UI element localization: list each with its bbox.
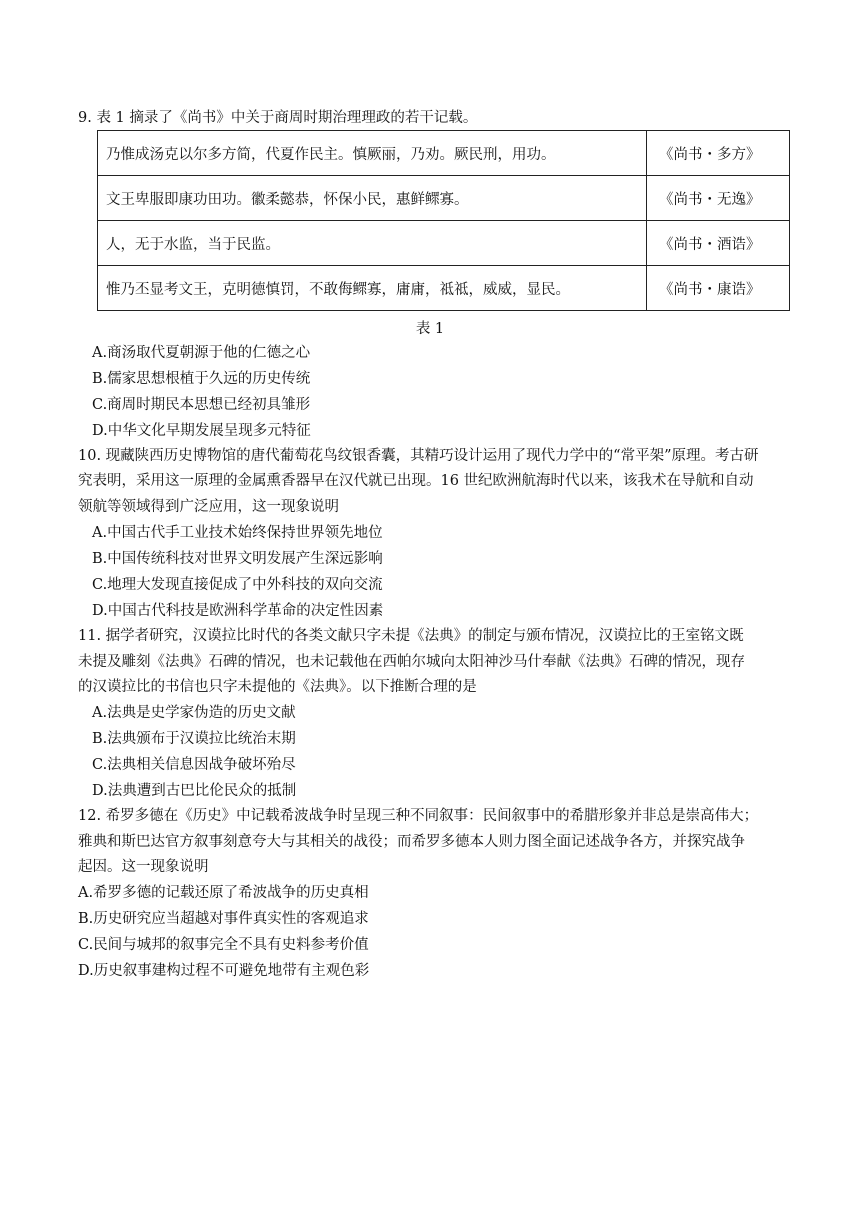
question-11-stem-line: 的汉谟拉比的书信也只字未提他的《法典》。以下推断合理的是 [78, 679, 477, 695]
table-cell-text: 文王卑服即康功田功。徽柔懿恭，怀保小民，惠鲜鳏寡。 [98, 176, 647, 221]
shangshu-table [97, 130, 790, 311]
table-cell-source: 《尚书・酒诰》 [647, 221, 790, 266]
q9-option-a: A.商汤取代夏朝源于他的仁德之心 [92, 345, 311, 361]
question-12-stem-line: 雅典和斯巴达官方叙事刻意夸大与其相关的战役；而希罗多德本人则力图全面记述战争各方，并探究战争 [78, 834, 745, 850]
table-cell-text: 惟乃丕显考文王，克明德慎罚，不敢侮鳏寡，庸庸，祗祗，威威，显民。 [98, 266, 647, 311]
table-caption: 表 1 [415, 321, 445, 337]
table-row [98, 131, 790, 176]
q12-option-d: D.历史叙事建构过程不可避免地带有主观色彩 [78, 963, 370, 979]
table-cell-text: 人，无于水监，当于民监。 [98, 221, 647, 266]
question-10-stem-line: 10. 现藏陕西历史博物馆的唐代葡萄花鸟纹银香囊，其精巧设计运用了现代力学中的“常平架”原理。考古研 [78, 448, 759, 464]
table-cell-source: 《尚书・无逸》 [647, 176, 790, 221]
q10-option-d: D.中国古代科技是欧洲科学革命的决定性因素 [92, 603, 384, 619]
question-11-stem-line: 11. 据学者研究，汉谟拉比时代的各类文献只字未提《法典》的制定与颁布情况，汉谟拉比的王室铭文既 [78, 628, 744, 644]
q12-option-a: A.希罗多德的记载还原了希波战争的历史真相 [78, 885, 369, 901]
q11-option-a: A.法典是史学家伪造的历史文献 [92, 705, 296, 721]
question-11-stem-line: 未提及雕刻《法典》石碑的情况，也未记载他在西帕尔城向太阳神沙马什奉献《法典》石碑的情况，现存 [78, 654, 745, 670]
table-row [98, 176, 790, 221]
q11-option-c: C.法典相关信息因战争破坏殆尽 [92, 757, 296, 773]
table-cell-source: 《尚书・康诰》 [647, 266, 790, 311]
table-cell-text: 乃惟成汤克以尔多方简，代夏作民主。慎厥丽，乃劝。厥民刑，用功。 [98, 131, 647, 176]
q11-option-b: B.法典颁布于汉谟拉比统治末期 [92, 731, 296, 747]
q10-option-a: A.中国古代手工业技术始终保持世界领先地位 [92, 525, 383, 541]
q12-option-b: B.历史研究应当超越对事件真实性的客观追求 [78, 911, 369, 927]
q11-option-d: D.法典遭到古巴比伦民众的抵制 [92, 783, 297, 799]
question-10-stem-line: 究表明，采用这一原理的金属熏香器早在汉代就已出现。16 世纪欧洲航海时代以来，该我术在导航和自动 [78, 473, 754, 489]
question-12-stem-line: 起因。这一现象说明 [78, 859, 209, 875]
question-12-stem-line: 12. 希罗多德在《历史》中记载希波战争时呈现三种不同叙事：民间叙事中的希腊形象并非总是崇高伟大； [78, 808, 759, 824]
table-row [98, 266, 790, 311]
question-9-stem: 9. 表 1 摘录了《尚书》中关于商周时期治理理政的若干记载。 [78, 110, 478, 126]
q12-option-c: C.民间与城邦的叙事完全不具有史料参考价值 [78, 937, 369, 953]
q9-option-d: D.中华文化早期发展呈现多元特征 [92, 423, 311, 439]
table-cell-source: 《尚书・多方》 [647, 131, 790, 176]
question-10-stem-line: 领航等领域得到广泛应用，这一现象说明 [78, 499, 339, 515]
table-row [98, 221, 790, 266]
q10-option-b: B.中国传统科技对世界文明发展产生深远影响 [92, 551, 383, 567]
q10-option-c: C.地理大发现直接促成了中外科技的双向交流 [92, 577, 383, 593]
q9-option-c: C.商周时期民本思想已经初具雏形 [92, 397, 311, 413]
q9-option-b: B.儒家思想根植于久远的历史传统 [92, 371, 311, 387]
